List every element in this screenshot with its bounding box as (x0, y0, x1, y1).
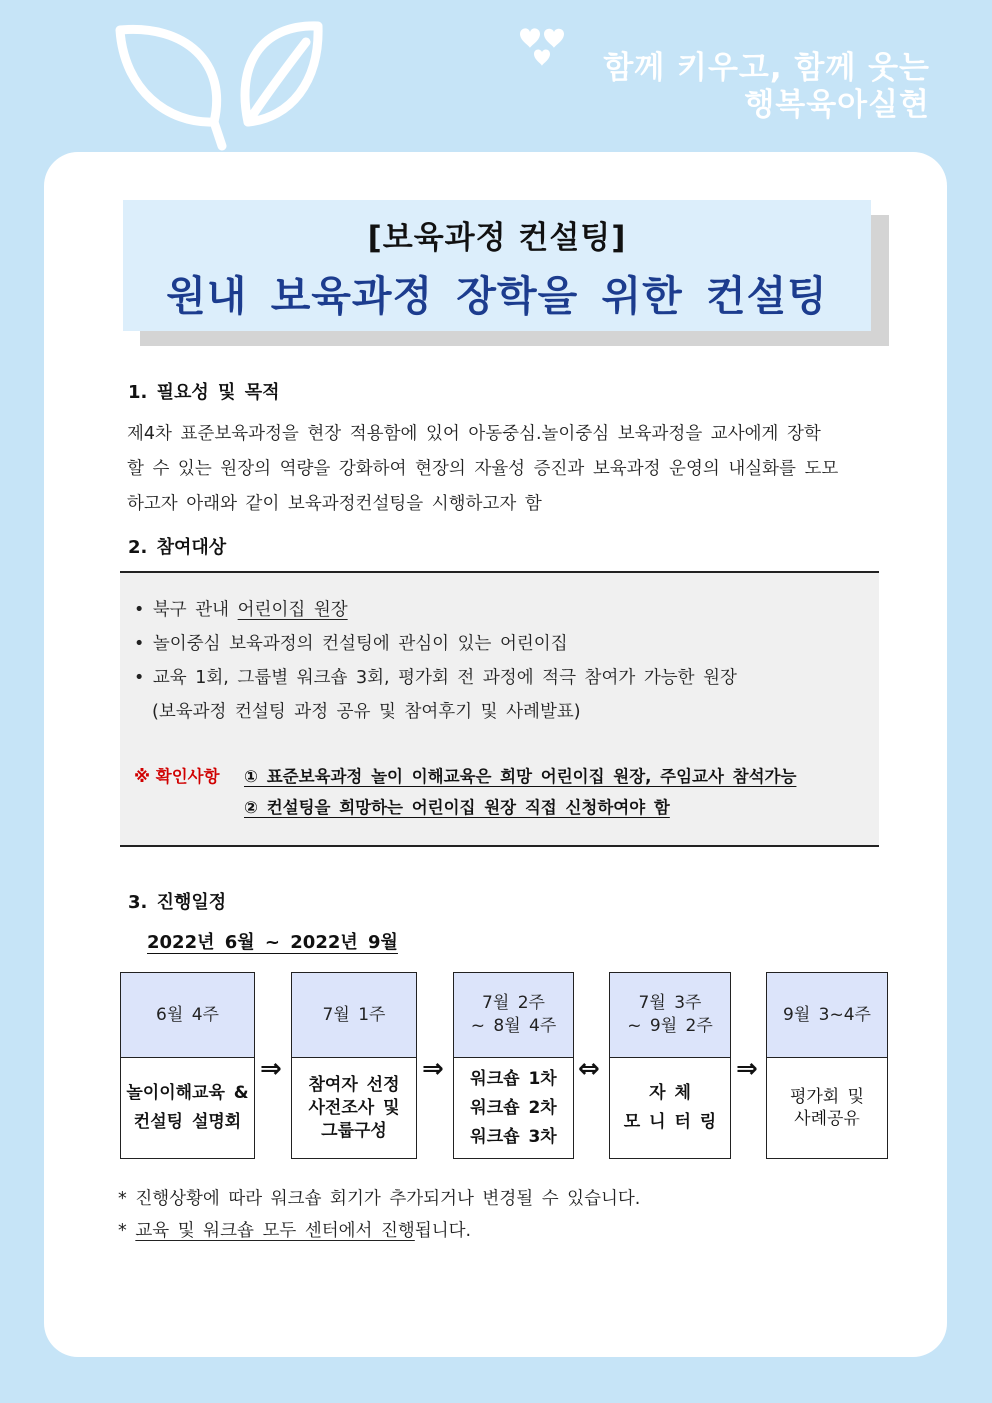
section-heading-purpose: 1. 필요성 및 목적 (128, 382, 280, 403)
arrow-right-icon: ⇒ (260, 1054, 282, 1084)
footnote-prefix: * (118, 1221, 136, 1241)
footnote (118, 1217, 471, 1242)
date-range: 2022년 6월 ~ 2022년 9월 (147, 932, 398, 953)
slogan-line2: 행복육아실현 (744, 87, 930, 123)
notice-item: ② 컨설팅을 희망하는 어린이집 원장 직접 신청하여야 함 (244, 798, 670, 817)
target-box (120, 571, 879, 847)
step-period: 9월 3~4주 (767, 973, 887, 1058)
leaf-icon (120, 29, 222, 146)
step-task: 자 체 모 니 터 링 (623, 1083, 717, 1132)
list-item: • 놀이중심 보육과정의 컨설팅에 관심이 있는 어린이집 (134, 634, 568, 654)
slogan-line1: 함께 키우고, 함께 웃는 (603, 50, 930, 86)
schedule-step (609, 972, 731, 1159)
heart-icon (544, 29, 564, 48)
arrow-right-icon: ⇒ (736, 1054, 758, 1084)
bullet-text: • 북구 관내 (134, 600, 238, 620)
step-task: 평가회 및 사례공유 (789, 1087, 865, 1129)
step-period: 7월 2주 ~ 8월 4주 (454, 973, 573, 1058)
heart-icon (520, 28, 540, 48)
schedule-step (766, 972, 888, 1159)
section-heading-schedule: 3. 진행일정 (128, 892, 227, 913)
schedule-step (453, 972, 574, 1159)
leaf-icon (245, 26, 318, 122)
heart-icon (534, 50, 550, 66)
schedule-step (120, 972, 255, 1159)
arrow-both-icon: ⇔ (578, 1054, 600, 1084)
target-list (134, 593, 737, 729)
footnote: * 진행상황에 따라 워크숍 회기가 추가되거나 변경될 수 있습니다. (118, 1189, 641, 1209)
slogan (603, 50, 930, 124)
leaves-decoration (110, 18, 330, 153)
list-item: • 교육 1회, 그룹별 워크숍 3회, 평가회 전 과정에 적극 참여가 가능한 원장 (134, 668, 737, 688)
step-task: 놀이이해교육 & 컨설팅 설명회 (126, 1083, 249, 1132)
purpose-line: 제4차 표준보육과정을 현장 적용함에 있어 아동중심.놀이중심 보육과정을 교사에게 장학 (127, 424, 821, 444)
purpose-line: 할 수 있는 원장의 역량을 강화하여 현장의 자율성 증진과 보육과정 운영의 내실화를 도모 (127, 459, 839, 479)
hearts-decoration (508, 24, 578, 74)
schedule-step (291, 972, 417, 1159)
section-heading-target: 2. 참여대상 (128, 537, 227, 558)
step-task: 워크숍 1차 워크숍 2차 워크숍 3차 (470, 1068, 557, 1147)
step-period: 7월 1주 (292, 973, 416, 1058)
title-subtitle: [보육과정 컨설팅] (367, 220, 627, 256)
bullet-underlined-text: 어린이집 원장 (237, 600, 348, 620)
list-item-sub: (보육과정 컨설팅 과정 공유 및 참여후기 및 사례발표) (152, 702, 581, 722)
arrow-right-icon: ⇒ (422, 1054, 444, 1084)
notice-label: ※ 확인사항 (134, 767, 220, 786)
step-period: 6월 4주 (121, 973, 254, 1058)
step-period: 7월 3주 ~ 9월 2주 (610, 973, 730, 1058)
purpose-paragraph (127, 417, 897, 522)
footnote-underlined: 교육 및 워크숍 모두 센터에서 진행 (135, 1221, 415, 1241)
title-box (123, 200, 871, 331)
purpose-line: 하고자 아래와 같이 보육과정컨설팅을 시행하고자 함 (127, 494, 542, 514)
notice-item: ① 표준보육과정 놀이 이해교육은 희망 어린이집 원장, 주임교사 참석가능 (244, 767, 797, 786)
page-title: 원내 보육과정 장학을 위한 컨설팅 (166, 272, 828, 320)
step-task: 참여자 선정 사전조사 및 그룹구성 (308, 1074, 400, 1141)
footnote-suffix: 됩니다. (414, 1221, 472, 1241)
list-item (134, 593, 737, 627)
notice (134, 761, 796, 823)
